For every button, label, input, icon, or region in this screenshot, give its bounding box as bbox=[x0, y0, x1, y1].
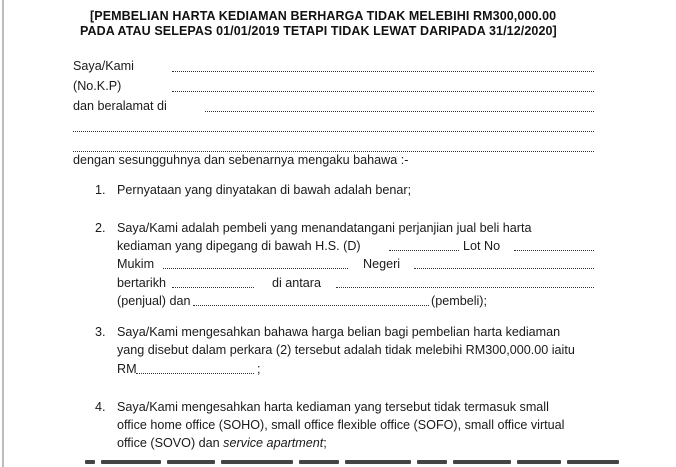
item-4-line-1: Saya/Kami mengesahkan harta kediaman yang tersebut tidak termasuk small bbox=[117, 400, 549, 414]
negeri-field[interactable] bbox=[414, 268, 594, 269]
ic-label: (No.K.P) bbox=[73, 79, 122, 93]
header-line-2: PADA ATAU SELEPAS 01/01/2019 TETAPI TIDAK LEWAT DARIPADA 31/12/2020] bbox=[80, 24, 557, 38]
item-1-text: Pernyataan yang dinyatakan di bawah adalah benar; bbox=[117, 183, 412, 197]
item-4-line-2: office home office (SOHO), small office flexible office (SOFO), small office virtual bbox=[117, 418, 565, 432]
lot-no-field[interactable] bbox=[514, 250, 594, 251]
name-field[interactable] bbox=[172, 71, 594, 72]
ic-field[interactable] bbox=[172, 91, 594, 92]
name-label: Saya/Kami bbox=[73, 59, 134, 73]
item-2-line-2-prefix: kediaman yang dipegang di bawah H.S. (D) bbox=[117, 239, 361, 253]
item-3-semicolon: ; bbox=[257, 362, 261, 376]
penjual-label: (penjual) dan bbox=[117, 294, 191, 308]
rm-amount-field[interactable] bbox=[136, 373, 254, 374]
address-field-line-3[interactable] bbox=[73, 151, 594, 152]
address-field-line-1[interactable] bbox=[205, 111, 594, 112]
address-label: dan beralamat di bbox=[73, 99, 167, 113]
mukim-label: Mukim bbox=[117, 257, 155, 271]
item-1-number: 1. bbox=[95, 183, 106, 197]
di-antara-label: di antara bbox=[272, 276, 322, 290]
negeri-label: Negeri bbox=[363, 257, 401, 271]
lot-no-label: Lot No bbox=[463, 239, 501, 253]
page-left-edge bbox=[2, 0, 4, 467]
pembeli-label: (pembeli); bbox=[431, 294, 487, 308]
address-field-line-2[interactable] bbox=[73, 131, 594, 132]
item-3-number: 3. bbox=[95, 325, 106, 339]
header-line-1: [PEMBELIAN HARTA KEDIAMAN BERHARGA TIDAK MELEBIHI RM300,000.00 bbox=[90, 9, 557, 23]
item-3-line-2: yang disebut dalam perkara (2) tersebut adalah tidak melebihi RM300,000.00 iaitu bbox=[117, 343, 575, 357]
cut-off-text-fragment bbox=[85, 460, 645, 467]
item-4-line-3 bbox=[117, 436, 327, 450]
date-field[interactable] bbox=[172, 287, 254, 288]
between-field[interactable] bbox=[336, 287, 594, 288]
hs-field[interactable] bbox=[389, 250, 459, 251]
declaration-text: dengan sesungguhnya dan sebenarnya mengaku bahawa :- bbox=[73, 153, 409, 167]
item-4-semicolon: ; bbox=[323, 436, 327, 450]
seller-buyer-field[interactable] bbox=[193, 305, 429, 306]
service-apartment-text: service apartment bbox=[223, 436, 324, 450]
item-4-line-3-text: office (SOVO) dan bbox=[117, 436, 224, 450]
item-3-line-1: Saya/Kami mengesahkan bahawa harga belian bagi pembelian harta kediaman bbox=[117, 325, 561, 339]
item-4-number: 4. bbox=[95, 400, 106, 414]
item-2-number: 2. bbox=[95, 221, 106, 235]
item-2-line-1: Saya/Kami adalah pembeli yang menandatangani perjanjian jual beli harta bbox=[117, 221, 532, 235]
rm-label: RM bbox=[117, 362, 137, 376]
mukim-field[interactable] bbox=[163, 268, 348, 269]
bertarikh-label: bertarikh bbox=[117, 276, 166, 290]
